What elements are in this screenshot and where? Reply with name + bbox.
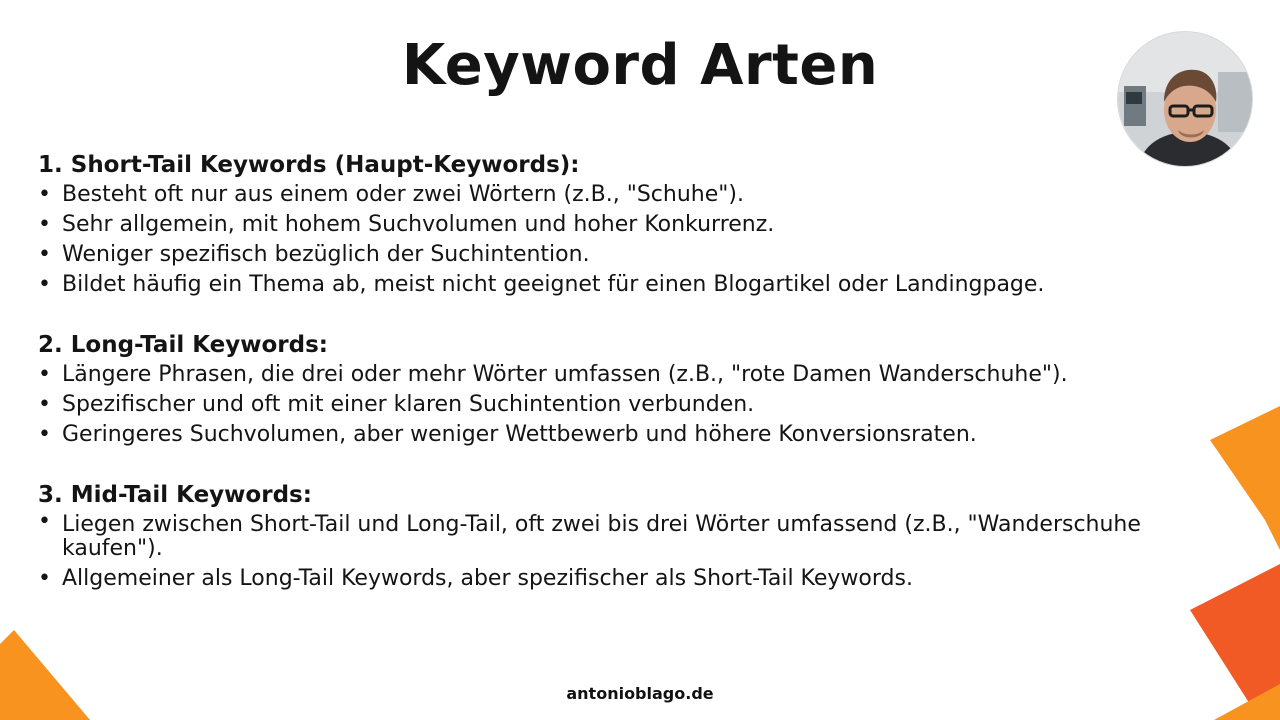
bullet-item: • Weniger spezifisch bezüglich der Suchintention. <box>38 240 1228 270</box>
content-area <box>38 150 1228 624</box>
bullet-list <box>38 180 1228 300</box>
corner-decoration-bottom-left <box>0 630 90 720</box>
bullet-item: • Geringeres Suchvolumen, aber weniger Wettbewerb und höhere Konversionsraten. <box>38 420 1228 450</box>
bullet-item: • Längere Phrasen, die drei oder mehr Wörter umfassen (z.B., "rote Damen Wanderschuhe"). <box>38 360 1228 390</box>
presenter-webcam-avatar <box>1118 32 1252 166</box>
section-heading: 1. Short-Tail Keywords (Haupt-Keywords): <box>38 152 580 178</box>
footer-brand: antonioblago.de <box>566 684 714 703</box>
bullet-item: • Liegen zwischen Short-Tail und Long-Tail, oft zwei bis drei Wörter umfassend (z.B., "Wanderschuhe kaufen"). <box>38 510 1228 564</box>
bullet-item: • Allgemeiner als Long-Tail Keywords, aber spezifischer als Short-Tail Keywords. <box>38 564 1228 594</box>
bullet-list <box>38 510 1228 594</box>
bullet-item: • Sehr allgemein, mit hohem Suchvolumen und hoher Konkurrenz. <box>38 210 1228 240</box>
presenter-avatar-icon <box>1118 32 1252 166</box>
bullet-item: • Bildet häufig ein Thema ab, meist nicht geeignet für einen Blogartikel oder Landingpage. <box>38 270 1228 300</box>
section-heading: 2. Long-Tail Keywords: <box>38 332 328 358</box>
section-heading: 3. Mid-Tail Keywords: <box>38 482 312 508</box>
bullet-item: • Spezifischer und oft mit einer klaren Suchintention verbunden. <box>38 390 1228 420</box>
corner-shape-bottom-left <box>0 630 90 720</box>
slide-title: Keyword Arten <box>401 33 879 98</box>
bullet-list <box>38 360 1228 450</box>
section-mid-tail <box>38 480 1228 594</box>
corner-shape-orange <box>1210 406 1280 550</box>
section-long-tail <box>38 330 1228 450</box>
corner-decoration-bottom-right <box>1190 400 1280 720</box>
section-short-tail <box>38 150 1228 300</box>
bullet-item: • Besteht oft nur aus einem oder zwei Wörtern (z.B., "Schuhe"). <box>38 180 1228 210</box>
